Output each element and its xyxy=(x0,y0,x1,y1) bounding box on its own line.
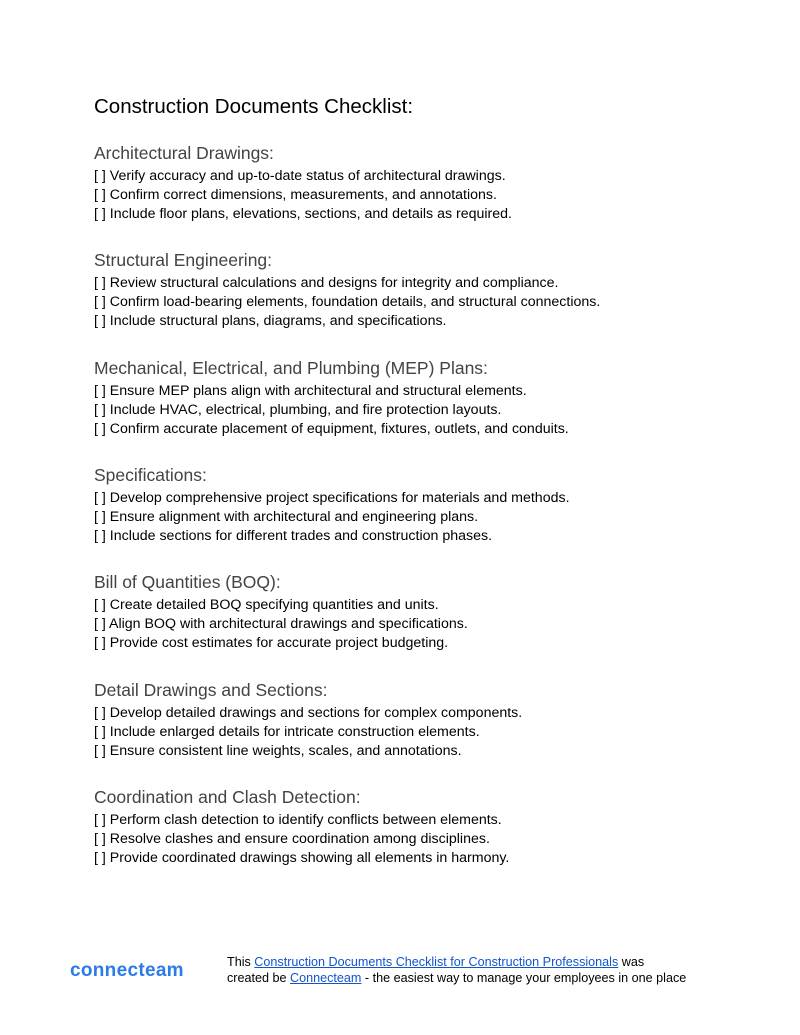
section-specifications xyxy=(94,464,734,546)
section-architectural-drawings xyxy=(94,142,734,224)
checklist xyxy=(94,811,734,868)
checklist-item: [ ] Include sections for different trades and construction phases. xyxy=(94,528,493,544)
checklist-item: [ ] Include structural plans, diagrams, and specifications. xyxy=(94,313,447,329)
checklist-item: [ ] Develop comprehensive project specifications for materials and methods. xyxy=(94,490,570,506)
checklist-item: [ ] Verify accuracy and up-to-date status of architectural drawings. xyxy=(94,168,506,184)
checklist-item: [ ] Include floor plans, elevations, sections, and details as required. xyxy=(94,206,512,222)
checklist-item: [ ] Perform clash detection to identify conflicts between elements. xyxy=(94,812,502,828)
connecteam-logo: connecteam xyxy=(70,960,184,981)
connecteam-link[interactable]: Connecteam xyxy=(290,971,362,985)
checklist xyxy=(94,704,734,761)
footer-text-middle: was created be xyxy=(227,955,645,985)
checklist-item: [ ] Review structural calculations and designs for integrity and compliance. xyxy=(94,275,559,291)
checklist-item: [ ] Ensure MEP plans align with architectural and structural elements. xyxy=(94,383,527,399)
checklist-item: [ ] Confirm correct dimensions, measurements, and annotations. xyxy=(94,187,497,203)
checklist-doc-link[interactable]: Construction Documents Checklist for Construction Professionals xyxy=(254,955,619,969)
section-heading: Coordination and Clash Detection: xyxy=(94,787,361,807)
checklist-item: [ ] Provide coordinated drawings showing all elements in harmony. xyxy=(94,850,510,866)
checklist-item: [ ] Align BOQ with architectural drawings and specifications. xyxy=(94,616,468,632)
footer-text-suffix: - the easiest way to manage your employees in one place xyxy=(361,971,687,985)
checklist xyxy=(94,382,734,439)
checklist xyxy=(94,274,734,331)
section-mep-plans xyxy=(94,357,734,439)
page-footer xyxy=(0,950,800,1010)
checklist-item: [ ] Confirm accurate placement of equipment, fixtures, outlets, and conduits. xyxy=(94,421,569,437)
section-structural-engineering xyxy=(94,249,734,331)
section-heading: Bill of Quantities (BOQ): xyxy=(94,572,281,592)
checklist-item: [ ] Include enlarged details for intricate construction elements. xyxy=(94,724,480,740)
section-heading: Structural Engineering: xyxy=(94,250,273,270)
section-heading: Detail Drawings and Sections: xyxy=(94,680,328,700)
section-bill-of-quantities xyxy=(94,571,734,653)
checklist-item: [ ] Provide cost estimates for accurate project budgeting. xyxy=(94,635,449,651)
checklist-item: [ ] Include HVAC, electrical, plumbing, and fire protection layouts. xyxy=(94,402,502,418)
footer-attribution xyxy=(227,954,687,986)
checklist-item: [ ] Create detailed BOQ specifying quantities and units. xyxy=(94,597,439,613)
section-detail-drawings xyxy=(94,679,734,761)
checklist xyxy=(94,596,734,653)
checklist-item: [ ] Resolve clashes and ensure coordination among disciplines. xyxy=(94,831,490,847)
checklist-item: [ ] Confirm load-bearing elements, foundation details, and structural connections. xyxy=(94,294,601,310)
checklist-item: [ ] Ensure alignment with architectural and engineering plans. xyxy=(94,509,479,525)
section-coordination-clash-detection xyxy=(94,786,734,868)
checklist xyxy=(94,167,734,224)
section-heading: Architectural Drawings: xyxy=(94,143,274,163)
page-title: Construction Documents Checklist: xyxy=(94,95,414,118)
checklist xyxy=(94,489,734,546)
section-heading: Specifications: xyxy=(94,465,207,485)
section-heading: Mechanical, Electrical, and Plumbing (MEP) Plans: xyxy=(94,358,488,378)
footer-text-prefix: This xyxy=(227,955,255,969)
checklist-item: [ ] Ensure consistent line weights, scales, and annotations. xyxy=(94,743,462,759)
checklist-item: [ ] Develop detailed drawings and sections for complex components. xyxy=(94,705,523,721)
